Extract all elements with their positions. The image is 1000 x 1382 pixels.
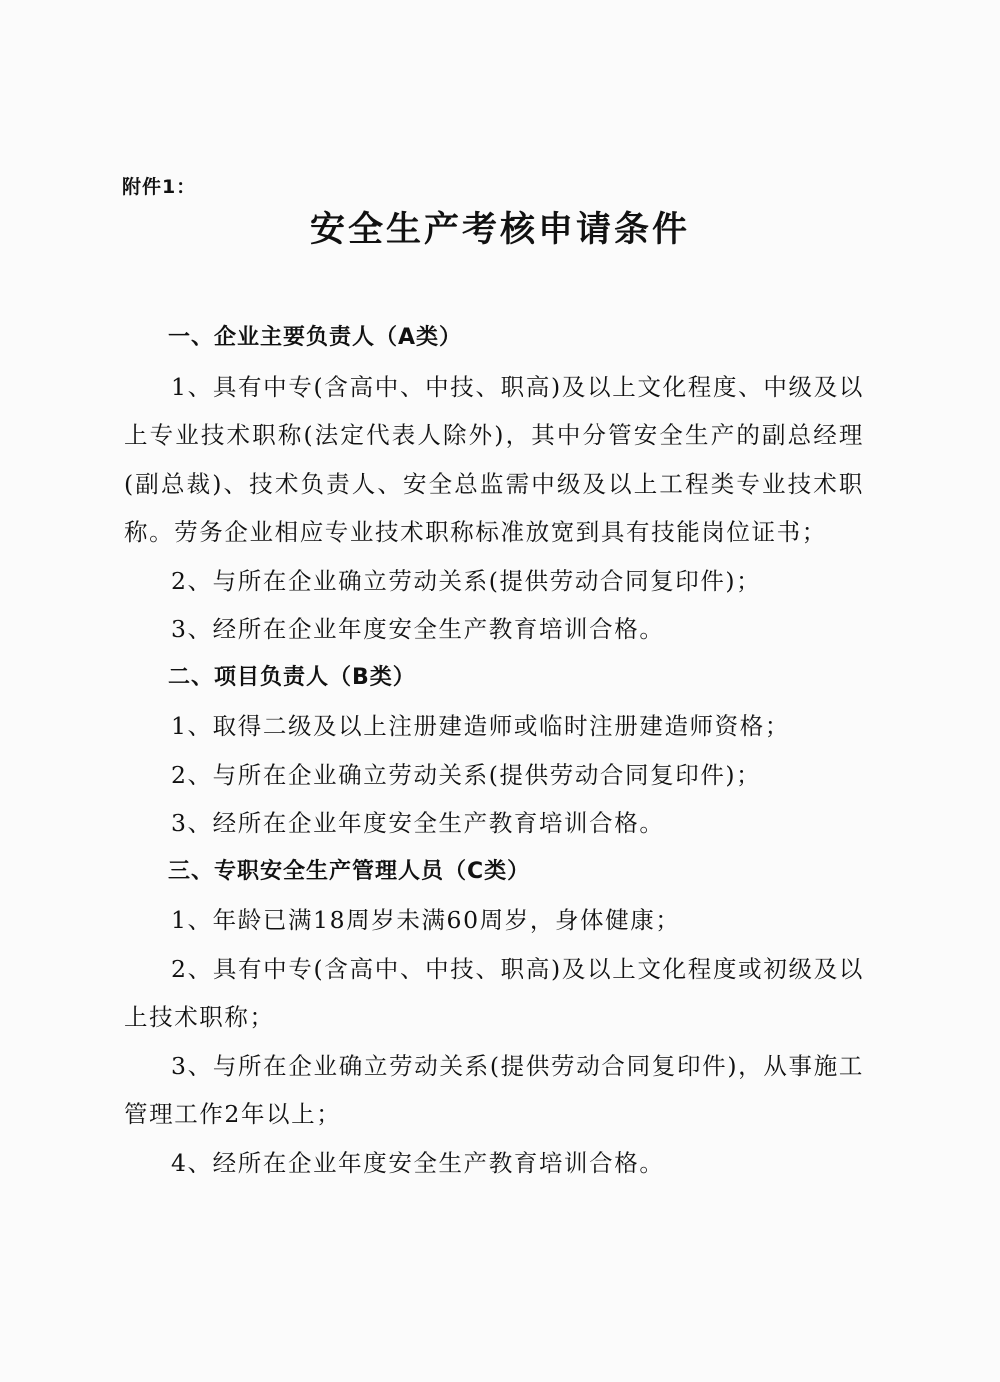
list-item: 1、具有中专(含高中、中技、职高)及以上文化程度、中级及以上专业技术职称(法定代表人除外)，其中分管安全生产的副总经理(副总裁)、技术负责人、安全总监需中级及以上工程类专业技术职称。劳务企业相应专业技术职称标准放宽到具有技能岗位证书； (124, 372, 864, 546)
attachment-label: 附件1： (122, 176, 197, 198)
list-item: 2、具有中专(含高中、中技、职高)及以上文化程度或初级及以上技术职称； (124, 954, 864, 1031)
list-item: 3、经所在企业年度安全生产教育培训合格。 (171, 809, 665, 837)
list-item: 3、与所在企业确立劳动关系(提供劳动合同复印件)，从事施工管理工作2年以上； (124, 1051, 864, 1128)
document-title: 安全生产考核申请条件 (309, 210, 690, 250)
section-heading: 一、企业主要负责人（A类） (168, 325, 463, 350)
list-item: 1、取得二级及以上注册建造师或临时注册建造师资格； (171, 712, 790, 740)
list-item: 1、年龄已满18周岁未满60周岁，身体健康； (171, 906, 681, 934)
list-item: 3、经所在企业年度安全生产教育培训合格。 (171, 615, 665, 643)
list-item: 2、与所在企业确立劳动关系(提供劳动合同复印件)； (171, 760, 762, 789)
list-item: 4、经所在企业年度安全生产教育培训合格。 (171, 1148, 665, 1177)
section-heading: 二、项目负责人（B类） (168, 664, 416, 690)
document-body (124, 314, 864, 1187)
list-item: 2、与所在企业确立劳动关系(提供劳动合同复印件)； (171, 566, 762, 595)
section-heading: 三、专职安全生产管理人员（C类） (168, 858, 531, 884)
